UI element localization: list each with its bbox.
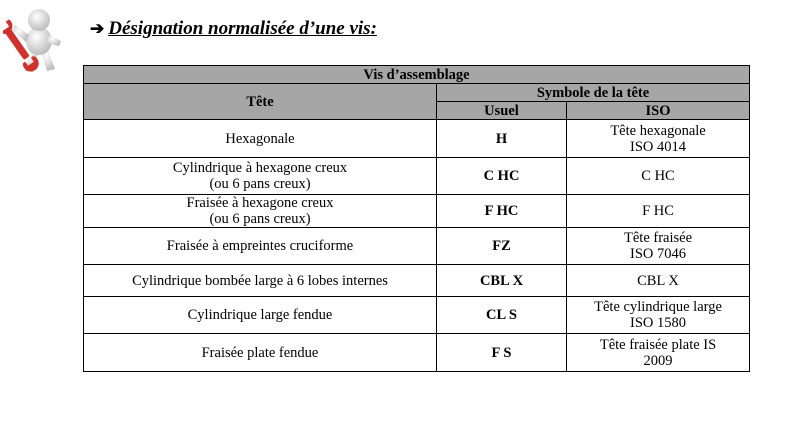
mechanic-figure-wrench-icon xyxy=(3,5,75,75)
cell-iso-line: C HC xyxy=(641,168,675,184)
cell-iso-line: Tête fraisée plate IS xyxy=(599,336,717,353)
cell-iso-line: F HC xyxy=(642,203,674,219)
table-row xyxy=(84,228,750,265)
cell-tete xyxy=(84,158,437,195)
cell-iso-line: ISO 7046 xyxy=(630,246,687,262)
cell-iso xyxy=(567,228,750,265)
cell-tete-line: Fraisée plate fendue xyxy=(201,344,319,361)
cell-iso-line: Tête cylindrique large xyxy=(594,299,722,315)
arrow-right-icon: ➔ xyxy=(90,19,105,38)
table-title: Vis d’assemblage xyxy=(84,66,750,84)
cell-tete xyxy=(84,334,437,372)
cell-tete-line: Cylindrique large fendue xyxy=(187,307,333,323)
section-heading xyxy=(90,18,377,40)
screw-designation-table xyxy=(83,65,750,372)
cell-tete xyxy=(84,228,437,265)
column-header-iso: ISO xyxy=(567,102,750,120)
cell-iso xyxy=(567,265,750,297)
cell-tete-line: Fraisée à hexagone creux xyxy=(186,195,334,211)
table-row xyxy=(84,265,750,297)
cell-iso xyxy=(567,195,750,228)
heading-text: Désignation normalisée d’une vis: xyxy=(108,18,377,39)
cell-iso-line: Tête fraisée xyxy=(624,230,693,246)
cell-tete-line: Cylindrique à hexagone creux xyxy=(172,160,348,176)
cell-iso-line: ISO 4014 xyxy=(630,138,687,155)
cell-iso xyxy=(567,334,750,372)
table-row xyxy=(84,120,750,158)
cell-iso-line: Tête hexagonale xyxy=(610,122,706,139)
table-row xyxy=(84,158,750,195)
cell-tete-line: (ou 6 pans creux) xyxy=(209,176,311,192)
table-row xyxy=(84,297,750,334)
cell-iso xyxy=(567,297,750,334)
cell-tete xyxy=(84,265,437,297)
table-row xyxy=(84,195,750,228)
column-header-usuel: Usuel xyxy=(437,102,567,120)
cell-tete xyxy=(84,120,437,158)
cell-iso-line: CBL X xyxy=(637,272,679,289)
table-row xyxy=(84,334,750,372)
column-header-symbole: Symbole de la tête xyxy=(437,84,750,102)
cell-tete xyxy=(84,297,437,334)
cell-usuel: CL S xyxy=(437,297,567,334)
cell-iso xyxy=(567,120,750,158)
cell-usuel: FZ xyxy=(437,228,567,265)
cell-usuel: C HC xyxy=(437,158,567,195)
cell-iso-line: ISO 1580 xyxy=(630,315,687,331)
cell-tete xyxy=(84,195,437,228)
cell-tete-line: Fraisée à empreintes cruciforme xyxy=(166,238,354,254)
cell-usuel: H xyxy=(437,120,567,158)
cell-tete-line: (ou 6 pans creux) xyxy=(209,211,311,227)
cell-usuel: F HC xyxy=(437,195,567,228)
cell-iso xyxy=(567,158,750,195)
cell-usuel: F S xyxy=(437,334,567,372)
cell-tete-line: Cylindrique bombée large à 6 lobes internes xyxy=(132,272,388,289)
cell-tete-line: Hexagonale xyxy=(225,130,295,147)
cell-usuel: CBL X xyxy=(437,265,567,297)
column-header-tete: Tête xyxy=(84,84,437,120)
cell-iso-line: 2009 xyxy=(643,352,673,369)
